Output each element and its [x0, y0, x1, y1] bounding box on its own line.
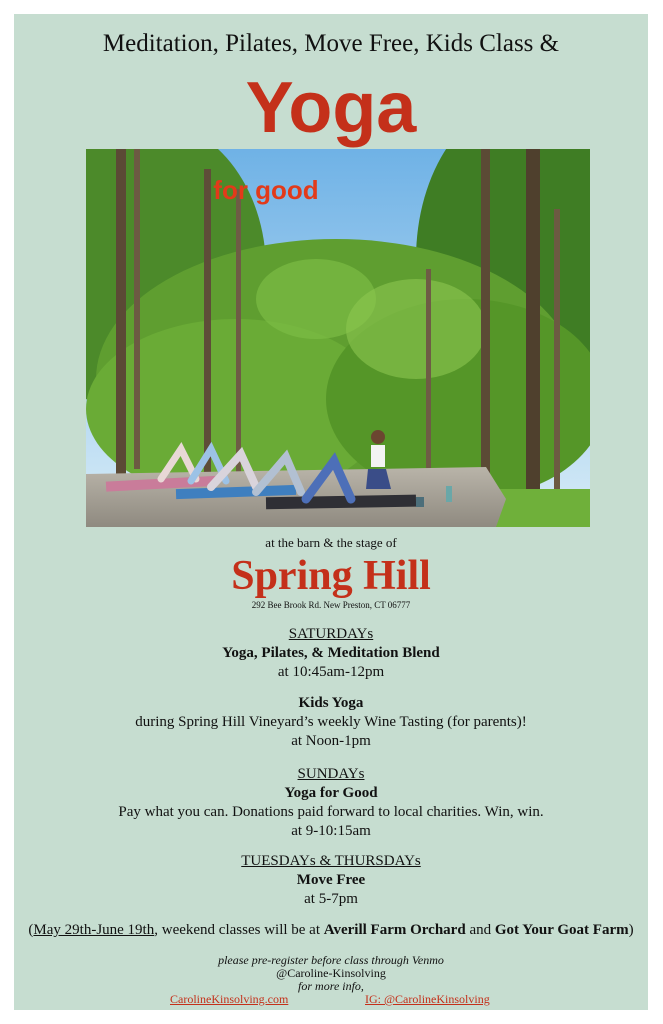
venue-address: 292 Bee Brook Rd. New Preston, CT 06777: [251, 600, 411, 610]
more-info-note: for more info,: [298, 979, 364, 993]
date-range: May 29th-June 19th: [33, 922, 155, 938]
day-heading: TUESDAYs & THURSDAYs: [241, 853, 421, 869]
photo-caption: for good: [213, 175, 319, 205]
headline: Meditation, Pilates, Move Free, Kids Class &: [102, 30, 560, 57]
farm-goat: Got Your Goat Farm: [494, 922, 629, 938]
schedule-sunday: [14, 765, 648, 841]
class-time: at 9-10:15am: [291, 823, 371, 839]
instagram-link[interactable]: IG: @CarolineKinsolving: [365, 992, 490, 1006]
schedule-saturday: [14, 625, 648, 682]
note-text: , weekend classes will be at: [154, 922, 324, 938]
website-link[interactable]: CarolineKinsolving.com: [170, 992, 289, 1006]
note-and: and: [465, 922, 495, 938]
class-time: at 10:45am-12pm: [277, 664, 385, 680]
preregister-note: please pre-register before class through Venmo: [218, 953, 444, 967]
class-note: during Spring Hill Vineyard’s weekly Wine Tasting (for parents)!: [135, 714, 527, 730]
venmo-handle: @Caroline-Kinsolving: [276, 966, 386, 980]
day-heading: SUNDAYs: [297, 766, 365, 782]
day-heading: SATURDAYs: [288, 626, 374, 642]
class-name: Kids Yoga: [298, 695, 364, 711]
forest-yoga-illustration: [86, 149, 590, 527]
location-note: [14, 921, 648, 940]
venue-name: Spring Hill: [231, 553, 431, 599]
schedule-kids: [14, 694, 648, 751]
schedule-tue-thu: [14, 852, 648, 909]
poster-title: Yoga: [245, 68, 417, 148]
venue-intro: at the barn & the stage of: [265, 535, 397, 550]
yoga-poster: [14, 14, 648, 1010]
class-note: Pay what you can. Donations paid forward to local charities. Win, win.: [118, 804, 544, 820]
paren-close: ): [628, 922, 634, 938]
class-time: at 5-7pm: [304, 891, 358, 907]
outdoor-yoga-photo: [86, 149, 590, 527]
class-name: Yoga for Good: [284, 785, 378, 801]
paren-open: (: [28, 922, 34, 938]
class-name: Yoga, Pilates, & Meditation Blend: [222, 645, 440, 661]
contact-links: [14, 992, 648, 1008]
class-time: at Noon-1pm: [291, 733, 371, 749]
farm-averill: Averill Farm Orchard: [323, 922, 466, 938]
class-name: Move Free: [296, 872, 366, 888]
